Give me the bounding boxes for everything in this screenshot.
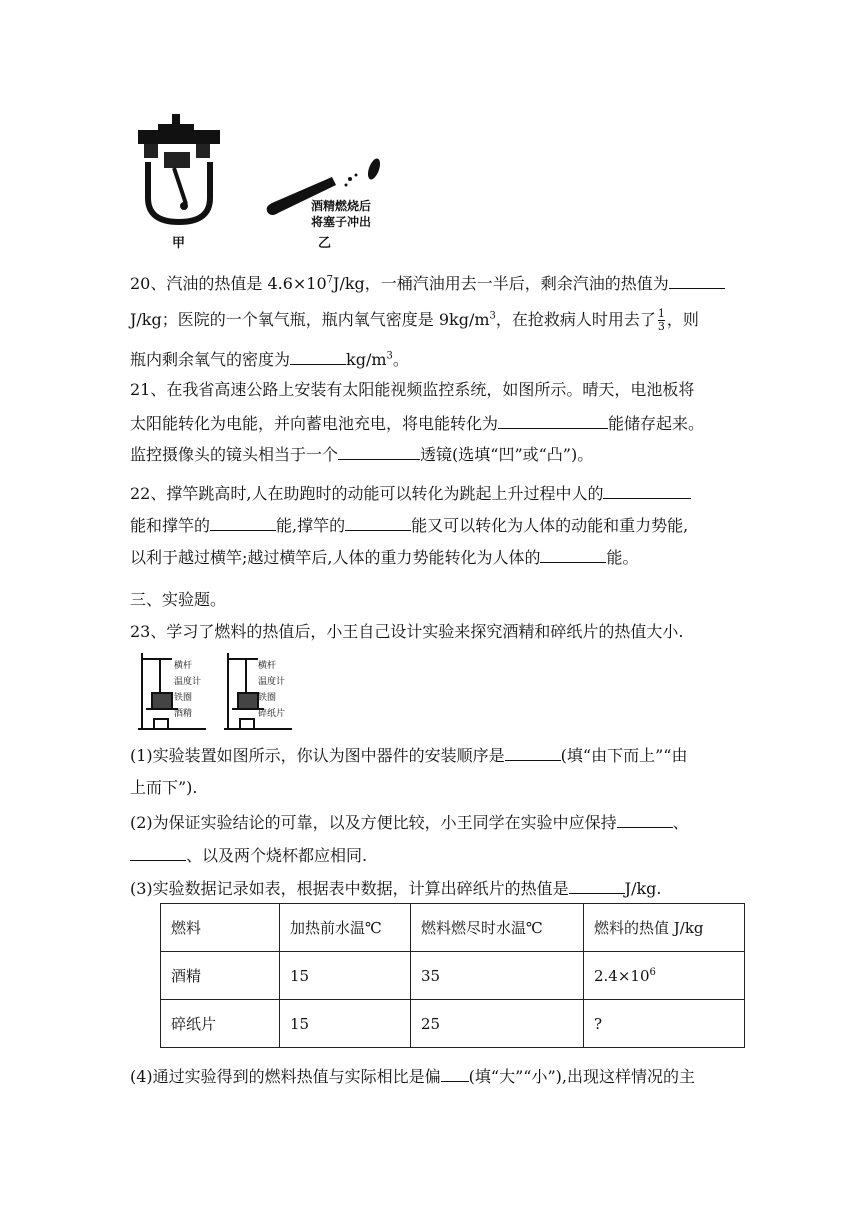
- section-heading: 三、实验题。: [130, 590, 227, 609]
- q23-intro: 23、学习了燃料的热值后，小王自己设计实验来探究酒精和碎纸片的热值大小.: [130, 622, 684, 641]
- engine-cylinder-figure: [134, 112, 224, 232]
- table-cell: 15: [280, 952, 411, 1000]
- answer-blank[interactable]: [498, 410, 608, 429]
- table-cell: 35: [411, 952, 584, 1000]
- answer-blank[interactable]: [603, 480, 691, 499]
- q22-line-1: 22、撑竿跳高时,人在助跑时的动能可以转化为跳起上升过程中人的: [130, 480, 691, 506]
- q22-line-2: 能和撑竿的 能,撑竿的 能又可以转化为人体的动能和重力势能,: [130, 512, 688, 538]
- figure-b-label: 乙: [318, 236, 332, 251]
- answer-blank[interactable]: [290, 346, 346, 365]
- q23-part1-line-2: 上而下”).: [130, 778, 198, 797]
- q21-line-1: 21、在我省高速公路上安装有太阳能视频监控系统，如图所示。晴天，电池板将: [130, 380, 695, 399]
- answer-blank[interactable]: [669, 270, 725, 289]
- table-cell: 碎纸片: [161, 1000, 280, 1048]
- q20-line-2: J/kg；医院的一个氧气瓶，瓶内氧气密度是 $9kg/m^3$，在抢救病人时用去了 $\frac{1}{3}$ ，则: [130, 307, 699, 333]
- answer-blank[interactable]: [505, 742, 561, 761]
- fraction: $\frac{1}{3}$: [657, 307, 665, 333]
- answer-blank[interactable]: [338, 441, 420, 460]
- table-row: [161, 1000, 745, 1048]
- figure-b-caption-1: 酒精燃烧后: [311, 199, 372, 213]
- figure-b-caption-2: 将塞子冲出: [311, 215, 372, 229]
- apparatus-labels-left: 横杆 温度计 铁圈 酒精: [174, 661, 202, 719]
- table-header: 燃料的热值 J/kg: [584, 904, 745, 952]
- q22-line-3: 以利于越过横竿;越过横竿后,人体的重力势能转化为人体的 能。: [130, 544, 639, 570]
- answer-blank[interactable]: [210, 512, 276, 531]
- q21-line-2: 太阳能转化为电能，并向蓄电池充电，将电能转化为 能储存起来。: [130, 410, 704, 436]
- table-header: 加热前水温℃: [280, 904, 411, 952]
- table-cell: 25: [411, 1000, 584, 1048]
- q21-line-3: 监控摄像头的镜头相当于一个 透镜(选填“凹”或“凸”)。: [130, 441, 593, 467]
- answer-blank[interactable]: [441, 1063, 469, 1082]
- q20-line-3: 瓶内剩余氧气的密度为 $kg/m^3$。: [130, 346, 409, 372]
- q23-part2-line-2: 、以及两个烧杯都应相同.: [130, 842, 367, 868]
- table-cell: 酒精: [161, 952, 280, 1000]
- q20-line-1: 20、汽油的热值是 $4.6\times 10^7J/kg$，一桶汽油用去一半后，剩余汽油的热值为: [130, 270, 725, 296]
- q23-part4-line: (4)通过实验得到的燃料热值与实际相比是偏 (填“大”“小”),出现这样情况的主: [130, 1063, 695, 1089]
- apparatus-labels-right: 横杆 温度计 铁圈 碎纸片: [258, 661, 286, 719]
- table-cell: ?: [584, 1000, 745, 1048]
- answer-blank[interactable]: [617, 809, 673, 828]
- answer-blank[interactable]: [130, 842, 186, 861]
- figure-a-label: 甲: [172, 236, 186, 251]
- answer-blank[interactable]: [540, 544, 606, 563]
- q23-part3-line: (3)实验数据记录如表，根据表中数据，计算出碎纸片的热值是 J/kg.: [130, 875, 662, 901]
- table-row: [161, 952, 745, 1000]
- table-header: 燃料燃尽时水温℃: [411, 904, 584, 952]
- answer-blank[interactable]: [345, 512, 411, 531]
- data-table: [160, 903, 745, 1048]
- table-header: 燃料: [161, 904, 280, 952]
- q23-part1-line-1: (1)实验装置如图所示，你认为图中器件的安装顺序是 (填“由下而上”“由: [130, 742, 687, 768]
- answer-blank[interactable]: [569, 875, 625, 894]
- table-header-row: [161, 904, 745, 952]
- q23-part2-line-1: (2)为保证实验结论的可靠，以及方便比较，小王同学在实验中应保持 、: [130, 809, 689, 835]
- table-cell: $2.4\times 10^6$: [584, 952, 745, 1000]
- table-cell: 15: [280, 1000, 411, 1048]
